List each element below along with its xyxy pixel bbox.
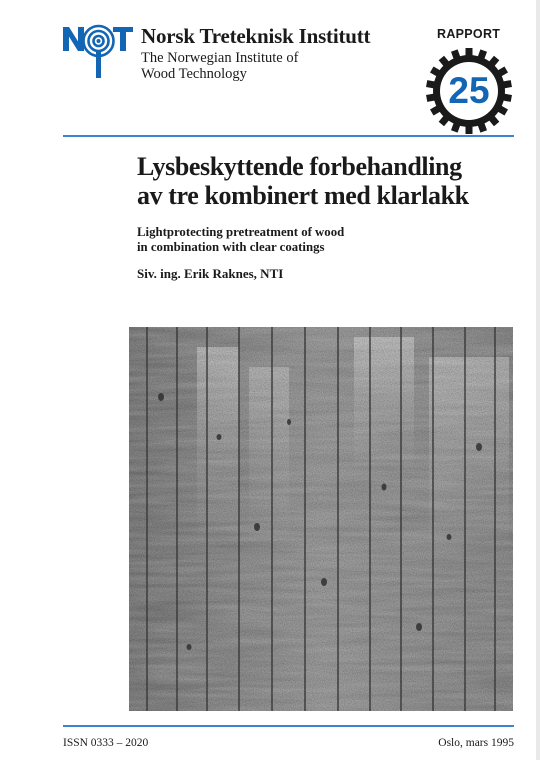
header-divider	[63, 135, 514, 137]
nti-logo-icon	[63, 23, 135, 81]
institute-english-line-2: Wood Technology	[141, 66, 247, 82]
report-title-line-1: Lysbeskyttende forbehandling	[137, 152, 462, 181]
report-author: Siv. ing. Erik Raknes, NTI	[137, 266, 284, 281]
report-subtitle-line-2: in combination with clear coatings	[137, 239, 325, 254]
institute-english-line-1: The Norwegian Institute of	[141, 50, 299, 66]
place-and-date: Oslo, mars 1995	[438, 737, 514, 749]
institute-english-name	[141, 50, 298, 82]
report-subtitle	[137, 225, 344, 254]
report-label: RAPPORT	[437, 27, 501, 41]
issn-number: ISSN 0333 – 2020	[63, 737, 149, 749]
page-edge	[536, 0, 540, 760]
report-number: 25	[448, 70, 490, 111]
report-title-line-2: av tre kombinert med klarlakk	[137, 181, 469, 210]
report-title	[137, 152, 517, 210]
cover-photo-wood-panel	[129, 327, 513, 711]
footer-divider	[63, 725, 514, 727]
report-subtitle-line-1: Lightprotecting pretreatment of wood	[137, 225, 345, 239]
institute-name: Norsk Treteknisk Institutt	[141, 24, 371, 48]
